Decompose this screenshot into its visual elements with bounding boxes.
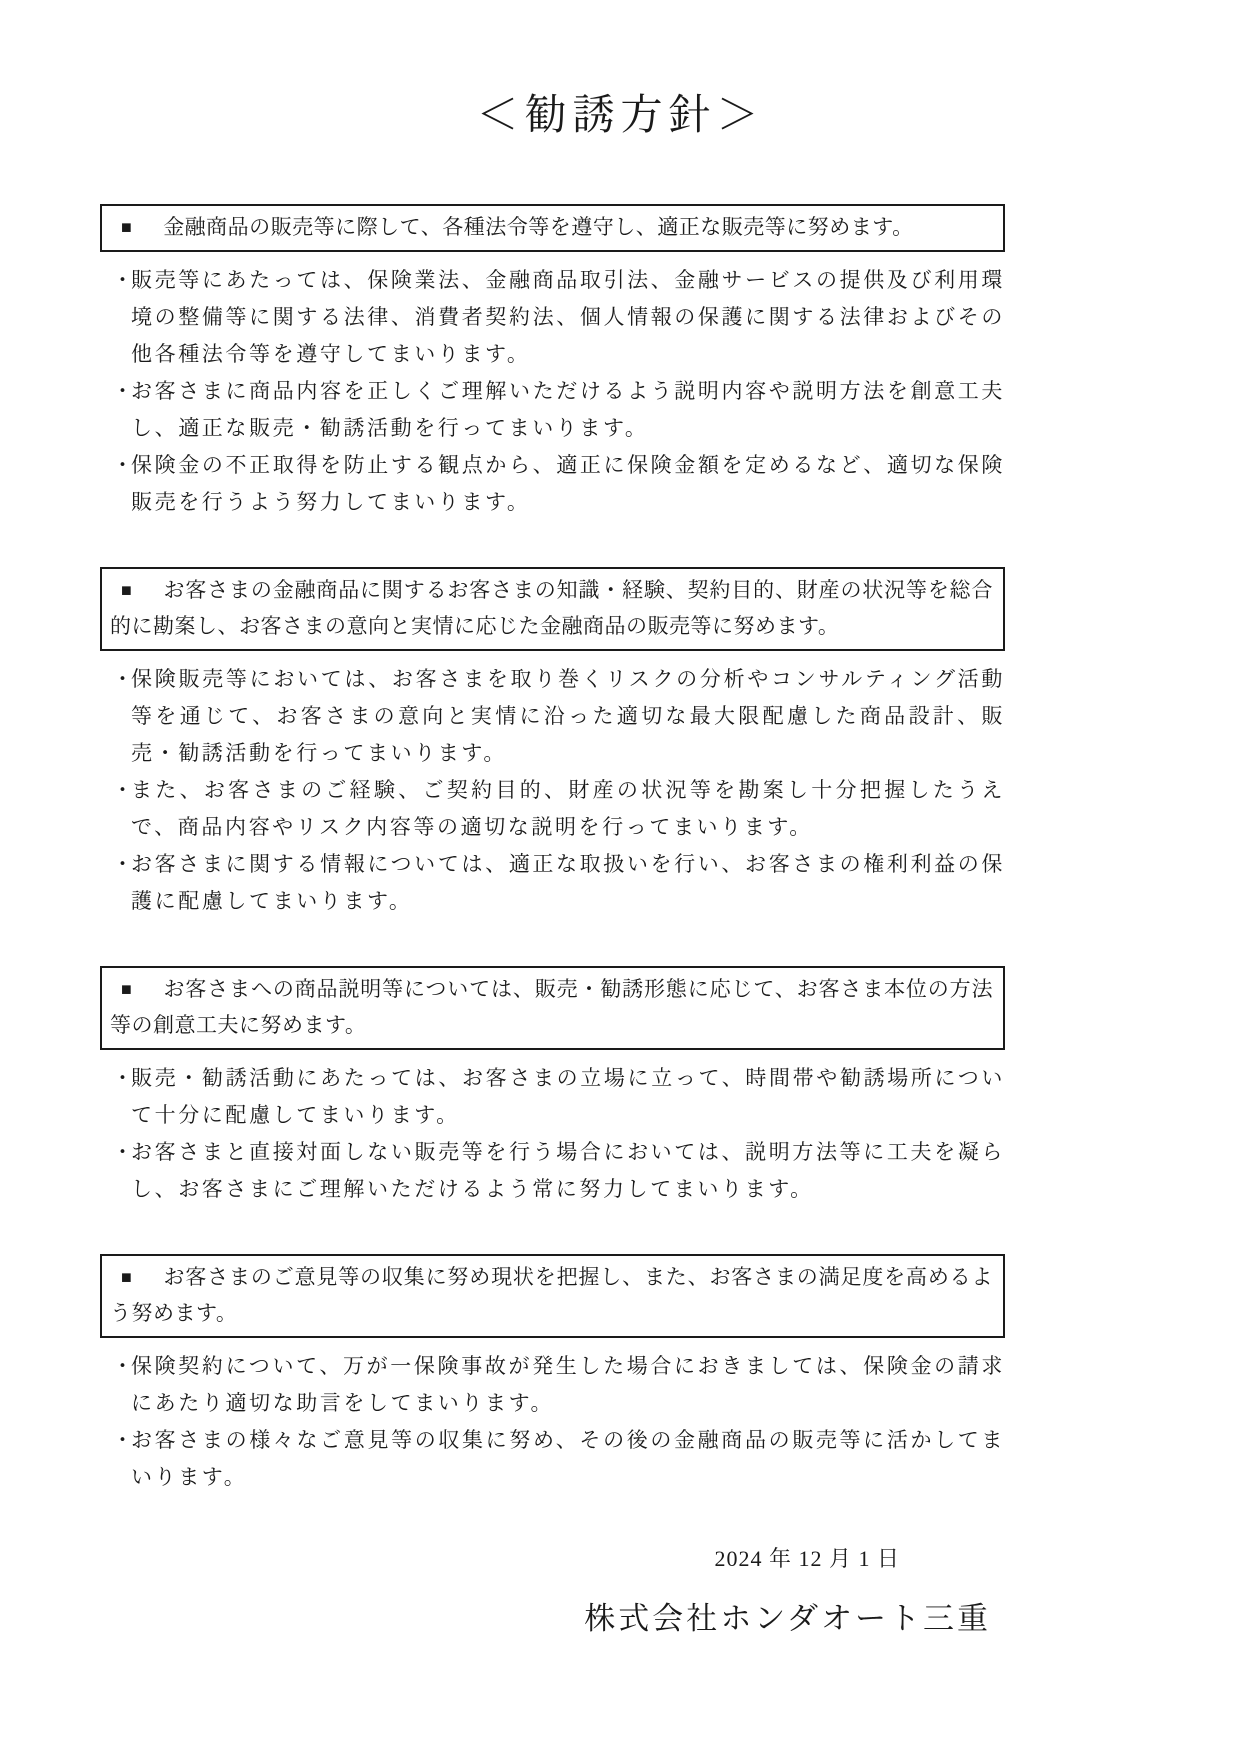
policy-section: [100, 567, 1005, 920]
list-item: [112, 661, 1005, 772]
section-header-box: [100, 966, 1005, 1050]
dot-bullet-icon: ・: [112, 1066, 136, 1090]
bullet-list: [100, 1348, 1005, 1496]
document-body: [100, 204, 1005, 1638]
dot-bullet-icon: ・: [112, 1354, 136, 1378]
document-date: 2024 年 12 月 1 日: [714, 1546, 900, 1571]
dot-bullet-icon: ・: [112, 1428, 136, 1452]
section-header-box: [100, 567, 1005, 651]
list-item: [112, 1060, 1005, 1134]
bullet-list: [100, 1060, 1005, 1208]
section-header-text: お客さまの金融商品に関するお客さまの知識・経験、契約目的、財産の状況等を総合的に勘案し、お客さまの意向と実情に応じた金融商品の販売等に努めます。: [110, 578, 993, 638]
bullet-text: お客さまと直接対面しない販売等を行う場合においては、説明方法等に工夫を凝らし、お客さまにご理解いただけるよう常に努力してまいります。: [131, 1140, 1005, 1201]
policy-section: [100, 966, 1005, 1208]
bullet-list: [100, 661, 1005, 920]
company-name: 株式会社ホンダオート三重: [584, 1601, 991, 1636]
list-item: [112, 373, 1005, 447]
section-header-box: [100, 204, 1005, 252]
square-bullet-icon: ■: [120, 1266, 133, 1288]
section-header-box: [100, 1254, 1005, 1338]
dot-bullet-icon: ・: [112, 379, 136, 403]
page-title: ＜勧誘方針＞: [476, 93, 765, 139]
dot-bullet-icon: ・: [112, 453, 136, 477]
bullet-list: [100, 262, 1005, 521]
policy-section: [100, 1254, 1005, 1496]
square-bullet-icon: ■: [120, 978, 133, 1000]
bullet-text: また、お客さまのご経験、ご契約目的、財産の状況等を勘案し十分把握したうえで、商品内容やリスク内容等の適切な説明を行ってまいります。: [131, 778, 1005, 839]
section-header-text: 金融商品の販売等に際して、各種法令等を遵守し、適正な販売等に努めます。: [163, 215, 914, 239]
section-header-text: お客さまへの商品説明等については、販売・勧誘形態に応じて、お客さま本位の方法等の創意工夫に努めます。: [110, 977, 993, 1037]
bullet-text: 保険販売等においては、お客さまを取り巻くリスクの分析やコンサルティング活動等を通じて、お客さまの意向と実情に沿った適切な最大限配慮した商品設計、販売・勧誘活動を行ってまいります。: [131, 667, 1005, 765]
list-item: [112, 1134, 1005, 1208]
square-bullet-icon: ■: [120, 216, 133, 238]
square-bullet-icon: ■: [120, 579, 133, 601]
list-item: [112, 447, 1005, 521]
list-item: [112, 846, 1005, 920]
bullet-text: お客さまの様々なご意見等の収集に努め、その後の金融商品の販売等に活かしてまいります。: [131, 1428, 1005, 1489]
policy-section: [100, 204, 1005, 521]
bullet-text: 保険金の不正取得を防止する観点から、適正に保険金額を定めるなど、適切な保険販売を行うよう努力してまいります。: [131, 453, 1005, 514]
bullet-text: 販売・勧誘活動にあたっては、お客さまの立場に立って、時間帯や勧誘場所について十分に配慮してまいります。: [131, 1066, 1005, 1127]
bullet-text: お客さまに関する情報については、適正な取扱いを行い、お客さまの権利利益の保護に配慮してまいります。: [131, 852, 1005, 913]
bullet-text: 保険契約について、万が一保険事故が発生した場合におきましては、保険金の請求にあたり適切な助言をしてまいります。: [131, 1354, 1005, 1415]
dot-bullet-icon: ・: [112, 852, 136, 876]
dot-bullet-icon: ・: [112, 667, 136, 691]
list-item: [112, 1422, 1005, 1496]
list-item: [112, 772, 1005, 846]
list-item: [112, 1348, 1005, 1422]
bullet-text: お客さまに商品内容を正しくご理解いただけるよう説明内容や説明方法を創意工夫し、適正な販売・勧誘活動を行ってまいります。: [131, 379, 1005, 440]
dot-bullet-icon: ・: [112, 1140, 136, 1164]
section-header-text: お客さまのご意見等の収集に努め現状を把握し、また、お客さまの満足度を高めるよう努めます。: [110, 1265, 993, 1325]
list-item: [112, 262, 1005, 373]
dot-bullet-icon: ・: [112, 778, 136, 802]
dot-bullet-icon: ・: [112, 268, 136, 292]
bullet-text: 販売等にあたっては、保険業法、金融商品取引法、金融サービスの提供及び利用環境の整備等に関する法律、消費者契約法、個人情報の保護に関する法律およびその他各種法令等を遵守してまいります。: [131, 268, 1005, 366]
